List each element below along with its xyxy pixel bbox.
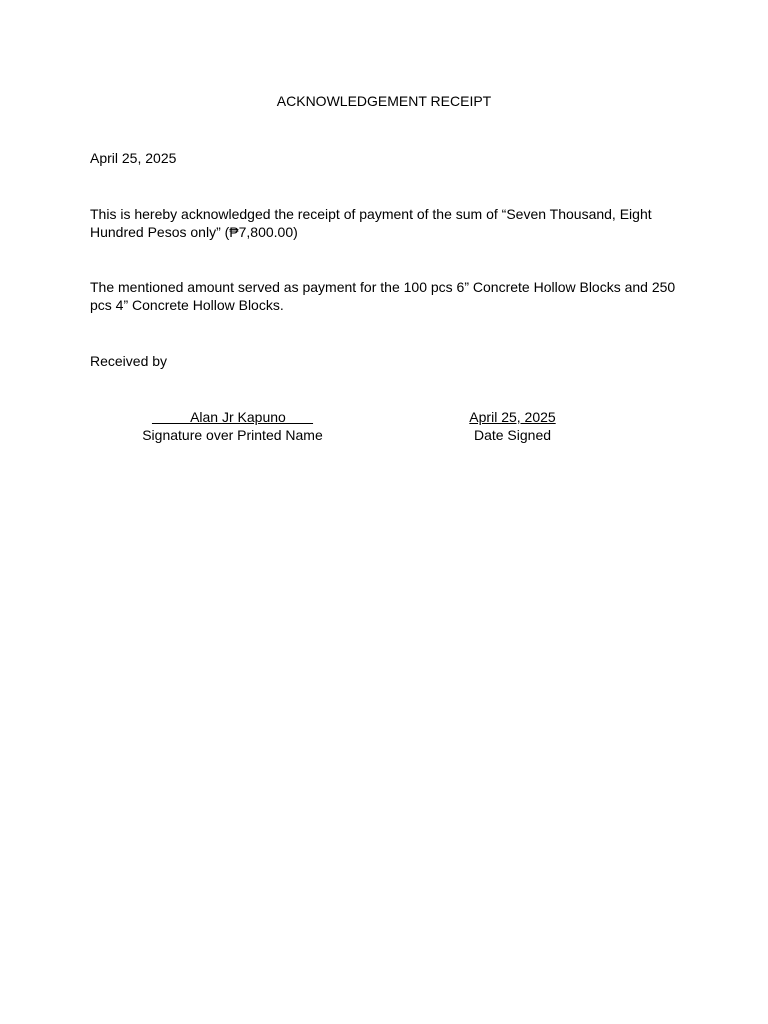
payment-purpose-paragraph: The mentioned amount served as payment for the 100 pcs 6” Concrete Hollow Blocks and 250 pcs 4” Concrete Hollow Blocks. — [90, 279, 676, 313]
date-signed-caption: Date Signed — [473, 427, 552, 443]
signature-block — [135, 408, 330, 444]
signature-printed-name: Alan Jr Kapuno — [151, 409, 314, 425]
signature-caption: Signature over Printed Name — [142, 427, 323, 443]
date-signed-block — [455, 408, 570, 444]
received-by-label: Received by — [90, 353, 168, 369]
document-title: ACKNOWLEDGEMENT RECEIPT — [276, 93, 492, 109]
date-signed-value: April 25, 2025 — [469, 409, 556, 425]
document-date: April 25, 2025 — [90, 150, 177, 166]
payment-acknowledgement-paragraph: This is hereby acknowledged the receipt of payment of the sum of “Seven Thousand, Eight Hundred Pesos only” (₱7,800.00) — [90, 206, 652, 240]
